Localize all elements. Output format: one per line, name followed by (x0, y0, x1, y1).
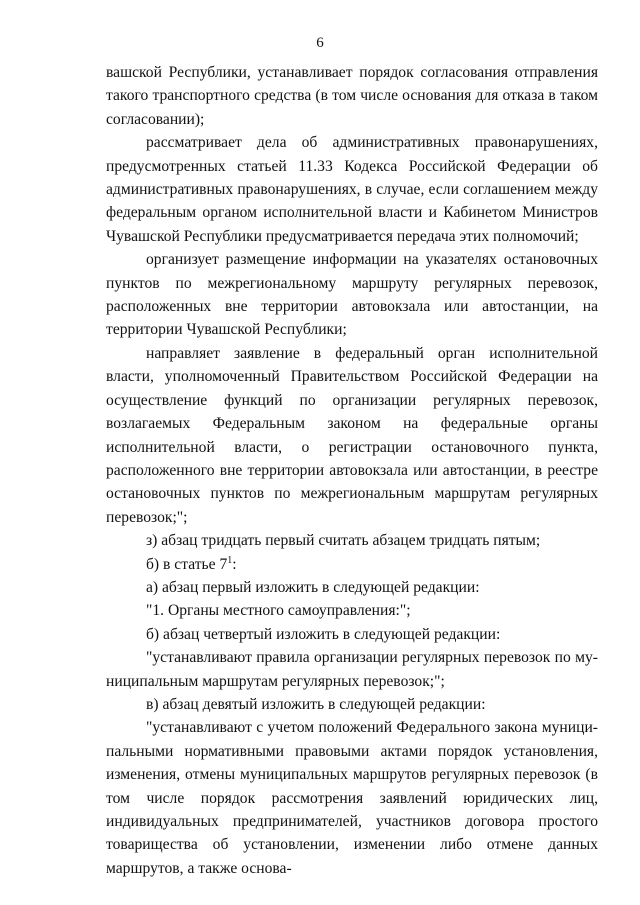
paragraph-stop-signs-info: организует размещение информации на указателях остановочных пунктов по межрегиональному маршруту регулярных перевозок, расположенных вне территории автовокзала или автостанции, на территории Чувашской Республики; (106, 251, 598, 339)
paragraph-administrative-offenses: рассматривает дела об административных правонарушениях, предусмотренных статьей 11.33 Кодекса Российской Федерации об административных правонарушениях, в случае, если соглашением между федеральным органом исполнительной власти и Кабинетом Министров Чувашской Республики предусматривается передача этих полномочий; (106, 134, 598, 245)
paragraph-subitem-a: а) абзац первый изложить в следующей редакции: (146, 578, 480, 596)
article-superscript: 1 (227, 554, 233, 566)
paragraph-subitem-b: б) абзац четвертый изложить в следующей редакции: (146, 625, 501, 643)
paragraph-stop-registration-application: направляет заявление в федеральный орган исполнительной власти, уполномоченный Правительством Российской Федерации на осуществление функций по организации регулярных перевозок, возлагаемых Федеральным законом на федеральные органы исполнительной власти, о регистрации остановочного пункта, расположенного вне территории автовокзала или автостанции, в реестре остановочных пунктов по межрегиональным маршрутам регулярных перевозок;"; (106, 344, 598, 526)
page-number: 6 (316, 35, 324, 51)
paragraph-quote-transport-rules: "устанавливают правила организации регулярных перевозок по муниципальным маршрутам регулярных перевозок;"; (106, 649, 598, 690)
article-suffix: : (232, 555, 237, 573)
article-text: б) в статье 7 (146, 555, 228, 573)
paragraph-continuation: вашской Республики, устанавливает порядок согласования отправления такого транспортного средства (в том числе основания для отказа в таком согласовании); (106, 64, 598, 128)
paragraph-item-z: з) абзац тридцать первый считать абзацем тридцать пятым; (146, 532, 541, 550)
paragraph-quote-local-authorities: "1. Органы местного самоуправления:"; (146, 602, 411, 620)
paragraph-subitem-v: в) абзац девятый изложить в следующей редакции: (146, 695, 486, 713)
paragraph-quote-route-procedure: "устанавливают с учетом положений Федерального закона муниципальными нормативными правовыми актами порядок установления, изменения, отмены муниципальных маршрутов регулярных перевозок (в том числе порядок рассмотрения заявлений юридических лиц, индивидуальных предпринимателей, участников договора простого товарищества об установлении, изменении либо отмене данных маршрутов, а также основа- (106, 719, 598, 877)
paragraph-item-b-article (106, 553, 598, 576)
document-body (106, 61, 598, 880)
